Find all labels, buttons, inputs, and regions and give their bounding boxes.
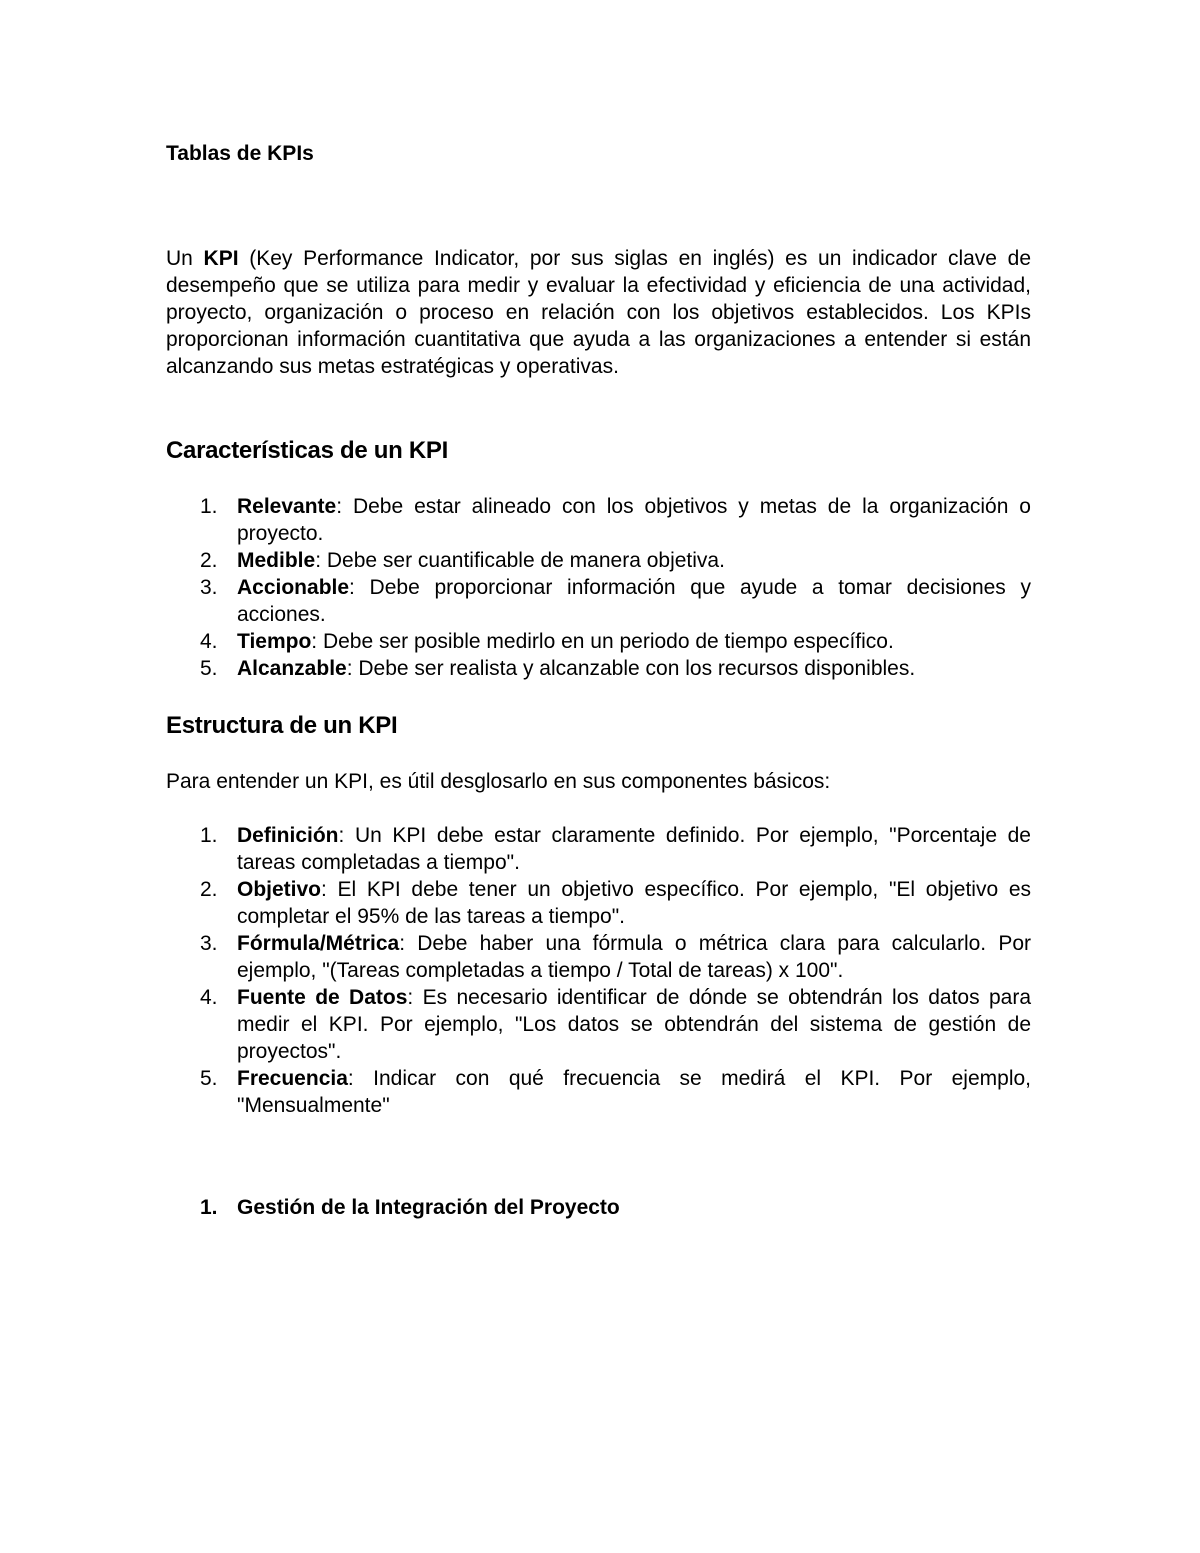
list-item-text: : Debe ser realista y alcanzable con los recursos disponibles. [346, 657, 916, 680]
intro-term: KPI [203, 247, 239, 270]
list-item-term: Relevante [237, 495, 337, 518]
list-item-term: Accionable [237, 576, 350, 599]
structure-list [166, 822, 1031, 1119]
characteristics-heading: Características de un KPI [166, 437, 448, 464]
next-section-label: Gestión de la Integración del Proyecto [237, 1196, 620, 1219]
list-item [166, 655, 1031, 682]
intro-text: (Key Performance Indicator, por sus siglas en inglés) es un indicador clave de desempeño que se utiliza para medir y evaluar la efectividad y eficiencia de una actividad, proyecto, organización o proceso en relación con los objetivos establecidos. Los KPIs proporcionan información cuantitativa que ayuda a las organizaciones a entender si están alcanzando sus metas estratégicas y operativas. [166, 247, 1032, 378]
list-item [166, 547, 1031, 574]
list-item-number: 5. [200, 657, 218, 680]
document-title: Tablas de KPIs [166, 142, 314, 165]
list-item [166, 930, 1031, 984]
list-item-term: Objetivo [237, 878, 322, 901]
list-item-term: Tiempo [237, 630, 312, 653]
structure-intro: Para entender un KPI, es útil desglosarlo en sus componentes básicos: [166, 770, 831, 793]
list-item-text: : Indicar con qué frecuencia se medirá el KPI. Por ejemplo, "Mensualmente" [237, 1067, 1031, 1117]
list-item-text: : Debe haber una fórmula o métrica clara para calcularlo. Por ejemplo, "(Tareas completadas a tiempo / Total de tareas) x 100". [237, 932, 1031, 982]
list-item-number: 4. [200, 986, 218, 1009]
list-item-term: Fuente de Datos [237, 986, 408, 1009]
list-item-text: : Debe ser posible medirlo en un periodo de tiempo específico. [311, 630, 894, 653]
list-item-text: : Un KPI debe estar claramente definido. Por ejemplo, "Porcentaje de tareas completadas a tiempo". [237, 824, 1031, 874]
intro-paragraph [166, 245, 1031, 380]
list-item-number: 1. [200, 495, 218, 518]
list-item-text: : El KPI debe tener un objetivo específico. Por ejemplo, "El objetivo es completar el 95% de las tareas a tiempo". [237, 878, 1031, 928]
list-item [166, 1065, 1031, 1119]
list-item-text: : Debe ser cuantificable de manera objetiva. [315, 549, 725, 572]
list-item-number: 3. [200, 576, 218, 599]
intro-prefix: Un [166, 247, 204, 270]
list-item-term: Alcanzable [237, 657, 347, 680]
list-item-number: 2. [200, 549, 218, 572]
list-item-term: Frecuencia [237, 1067, 348, 1090]
list-item-text: : Debe estar alineado con los objetivos y metas de la organización o proyecto. [237, 495, 1031, 545]
next-section-number: 1. [200, 1196, 218, 1219]
list-item-number: 3. [200, 932, 218, 955]
list-item-text: : Debe proporcionar información que ayude a tomar decisiones y acciones. [237, 576, 1031, 626]
list-item-number: 4. [200, 630, 218, 653]
structure-heading: Estructura de un KPI [166, 712, 398, 739]
characteristics-list [166, 493, 1031, 682]
list-item-term: Fórmula/Métrica [237, 932, 400, 955]
list-item [166, 574, 1031, 628]
list-item-term: Definición [237, 824, 339, 847]
list-item-number: 2. [200, 878, 218, 901]
list-item-term: Medible [237, 549, 316, 572]
list-item [166, 876, 1031, 930]
list-item-number: 5. [200, 1067, 218, 1090]
list-item [166, 493, 1031, 547]
list-item [166, 822, 1031, 876]
list-item [166, 628, 1031, 655]
list-item [166, 984, 1031, 1065]
list-item-text: : Es necesario identificar de dónde se obtendrán los datos para medir el KPI. Por ejemplo, "Los datos se obtendrán del sistema de gestión de proyectos". [237, 986, 1031, 1063]
list-item-number: 1. [200, 824, 218, 847]
